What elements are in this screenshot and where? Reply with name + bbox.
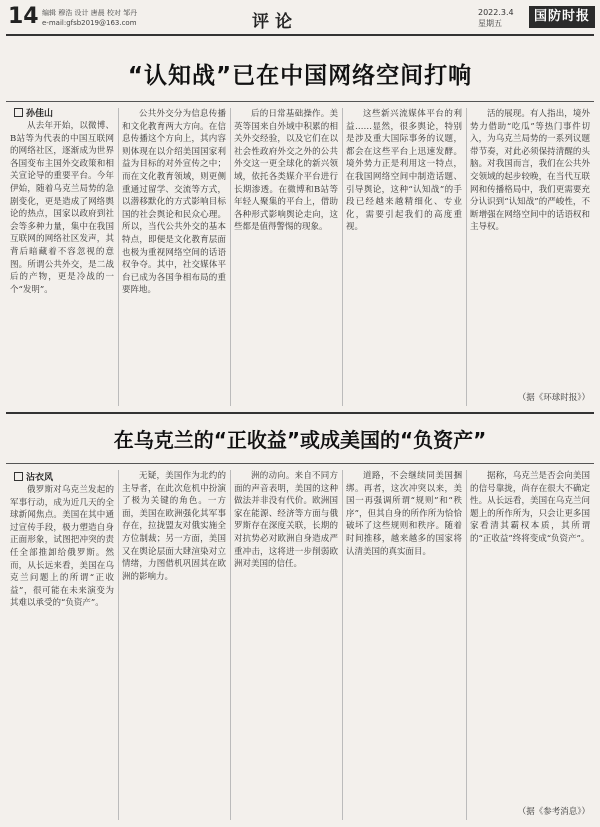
article1-byline (14, 106, 53, 119)
headline-divider (6, 101, 594, 102)
article1-paragraph-1: 从去年开始，以微博、B站等为代表的中国互联网的网络社区，逐渐成为世界各国变布主国外交政策和相关宣论导的重要平台。今年伊始，随着乌克兰局势的急剧变化，更是造成了网络舆论的热点，国家以政府到社会等多种力量，集中在我国互联网的网络社区发声，其背后暗藏着不容忽视的意图。所谓公共外交，是二战后的产物，更是冷战的一个“发明”。 (10, 121, 114, 295)
page-header (6, 4, 594, 36)
article1-column-5 (470, 108, 590, 392)
article1-column-3 (234, 108, 338, 404)
byline-box-icon (14, 108, 23, 117)
article1-author: 孙佳山 (26, 109, 54, 119)
article2-author: 沾衣风 (26, 473, 54, 483)
page-number: 14 (8, 4, 39, 29)
article2-paragraph-4: 道路，不会继续同美国捆绑。再者，这次冲突以来，美国一再强调所谓“规则”和“秩序”，但其自身的所作所为恰恰破坏了这些规则和秩序。随着时间推移，越来越多的国家将认清美国的真实面目。 (346, 471, 462, 557)
column-divider (230, 108, 231, 406)
article2-headline: 在乌克兰的“正收益”或成美国的“负资产” (113, 428, 487, 452)
column-divider (342, 108, 343, 406)
editor-credits (42, 8, 137, 28)
newspaper-logo: 国防时报 (529, 6, 595, 28)
article1-column-2 (122, 108, 226, 404)
editor-email: e-mail:gfsb2019@163.com (42, 19, 137, 27)
byline-box-icon (14, 472, 23, 481)
article2-column-3 (234, 470, 338, 820)
article1-headline: “认知战”已在中国网络空间打响 (127, 63, 473, 89)
article-divider (6, 412, 594, 414)
article2-paragraph-3: 洲的动向。来自不同方面的声音表明，美国的这种做法并非没有代价。欧洲国家在能源、经济等方面与俄罗斯存在深度关联，长期的对抗势必对欧洲自身造成严重冲击，这将进一步削弱欧洲对美国的信任。 (234, 471, 338, 570)
column-divider (342, 470, 343, 820)
column-divider (466, 470, 467, 820)
article1-paragraph-5: 活的展现。有人指出，境外势力借助“吃瓜”等热门事件切入，为乌克兰局势的一系列议题带节奏，对此必须保持清醒的头脑。对我国而言，我们在公共外交领域的起步较晚，在当代互联网和传播格局中，我们更需要充分认识到“认知战”的严峻性，不断增强在网络空间中的话语权和主导权。 (470, 109, 590, 233)
article1-credit: （据《环球时报》） (517, 393, 590, 403)
headline-divider (6, 463, 594, 464)
article2-paragraph-5: 据称，乌克兰是否会向美国的信号靠拢，尚存在很大不确定性。从长远看，美国在乌克兰问题上的所作所为，只会让更多国家看清其霸权本质，其所谓的“正收益”终将变成“负资产”。 (470, 471, 590, 544)
column-divider (466, 108, 467, 406)
date-text: 2022.3.4 (478, 8, 514, 17)
article1-paragraph-3: 后的日常基础操作。美英等国来自外域中积累的相关外交经验，以及它们在以社会性政府外交之外的公共外交这一更全球化的新兴领域，依托各类媒介平台进行长期渗透。在微博和B站等年轻人聚集的平台上，借助各种形式影响舆论走向，这些都是值得警惕的现象。 (234, 109, 338, 233)
section-title: 评论 (252, 12, 298, 32)
weekday-text: 星期五 (478, 19, 502, 28)
article2-credit: （据《参考消息》） (517, 807, 590, 817)
article2-byline (14, 470, 53, 483)
column-divider (118, 108, 119, 406)
article2-column-4 (346, 470, 462, 820)
editor-names: 编辑 穆浩 设计 唐晨 校对 邹丹 (42, 9, 138, 17)
article1-paragraph-4: 这些新兴流媒体平台的利益……显然，很多舆论，特别是涉及重大国际事务的议题，都会在这些平台上迅速发酵。境外势力正是利用这一特点，在我国网络空间中制造话题、引导舆论，这种“认知战”的手段已经越来越精细化、专业化，需要引起我们的高度重视。 (346, 109, 462, 233)
article1-column-4 (346, 108, 462, 404)
article1-paragraph-2: 公共外交分为信息传播和文化教育两大方向。在信息传播这个方向上，其内容则体现在以介绍美国国家利益为目标的对外宣传之中；而在文化教育领域，则更侧重通过留学、交流等方式，以潜移默化的方式影响目标国的社会舆论和民众心理。所以，当代公共外交的基本特点，即便是文化教育层面也极为重视网络空间的话语权争夺。其中，社交媒体平台已成为各国争相布局的重要阵地。 (122, 109, 226, 296)
article2-column-1 (10, 484, 114, 820)
article2-paragraph-1: 俄罗斯对乌克兰发起的军事行动，成为近几天的全球新闻焦点。美国在其中通过宣传手段，极力塑造自身正面形象，试图把冲突的责任全部推卸给俄罗斯。然而，从长远来看，美国在乌克兰问题上的所谓“正收益”，很可能在未来演变为其难以承受的“负资产”。 (10, 485, 114, 609)
column-divider (118, 470, 119, 820)
article2-column-2 (122, 470, 226, 820)
article1-column-1 (10, 120, 114, 404)
article2-paragraph-2: 无疑，美国作为北约的主导者，在此次危机中扮演了极为关键的角色。一方面，美国在欧洲强化其军事存在，拉拢盟友对俄实施全方位制裁；另一方面，美国又在舆论层面大肆渲染对立情绪，力图借机巩固其在欧洲的影响力。 (122, 471, 226, 582)
article2-column-5 (470, 470, 590, 806)
issue-date (478, 7, 514, 29)
column-divider (230, 470, 231, 820)
